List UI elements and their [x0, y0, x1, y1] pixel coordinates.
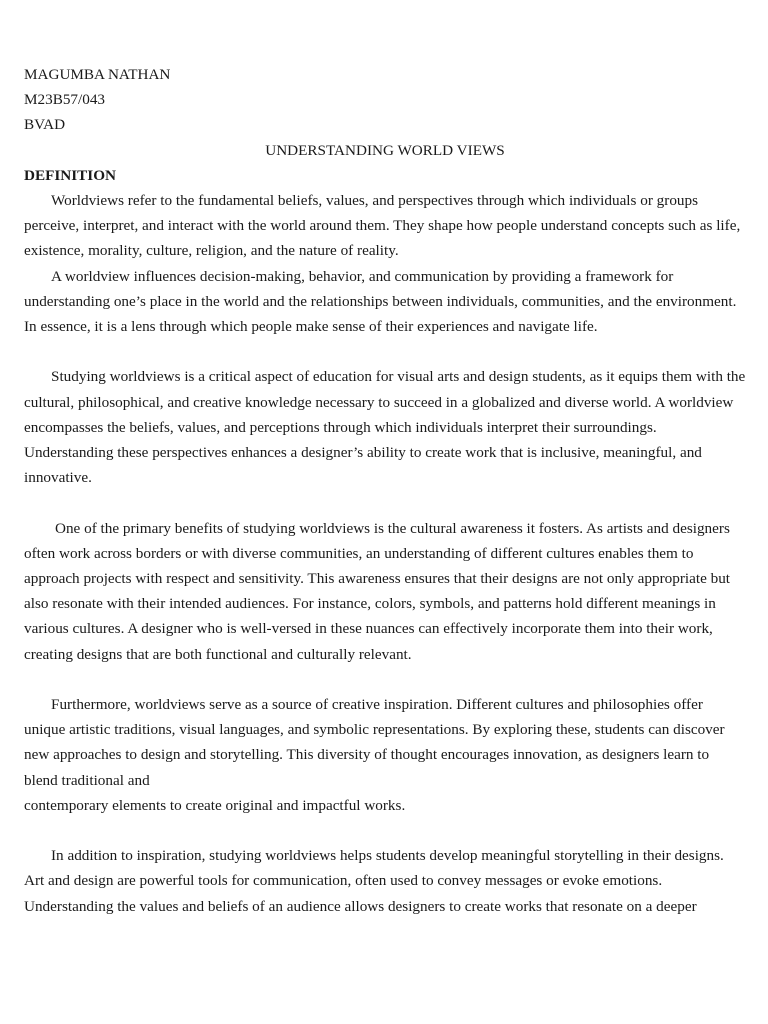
program-code: BVAD [24, 116, 66, 134]
paragraph-creative-inspiration: Furthermore, worldviews serve as a source of creative inspiration. Different cultures and philosophies offer unique artistic traditions, visual languages, and symbolic representations. By exploring these, students can discover new approaches to design and storytelling. This diversity of thought encourages innovation, as designers learn to blend traditional and [24, 696, 725, 789]
paragraph-spacer [24, 818, 746, 843]
document-title: UNDERSTANDING WORLD VIEWS [265, 141, 505, 159]
paragraph-storytelling: In addition to inspiration, studying worldviews helps students develop meaningful storytelling in their designs. Art and design are powerful tools for communication, often used to convey messages or evoke emotions. Understanding the values and beliefs of an audience allows designers to create works that resonate on a deeper [24, 847, 724, 915]
paragraph-studying-worldviews: Studying worldviews is a critical aspect of education for visual arts and design students, as it equips them with the cultural, philosophical, and creative knowledge necessary to succeed in a globalized and diverse world. A worldview encompasses the beliefs, values, and perceptions through which individuals interpret their surroundings. Understanding these perspectives enhances a designer’s ability to create work that is inclusive, meaningful, and innovative. [24, 368, 746, 487]
paragraph-creative-inspiration-continued: contemporary elements to create original and impactful works. [24, 796, 406, 814]
paragraph-spacer [24, 490, 746, 515]
author-name: MAGUMBA NATHAN [24, 66, 171, 83]
paragraph-spacer [24, 667, 746, 692]
section-heading: DEFINITION [24, 166, 116, 184]
paragraph-definition-1: Worldviews refer to the fundamental beliefs, values, and perspectives through which individuals or groups perceive, interpret, and interact with the world around them. They shape how people understand concepts such as life, existence, morality, culture, religion, and the nature of reality. [24, 192, 741, 260]
paragraph-spacer [24, 339, 746, 364]
paragraph-cultural-awareness: One of the primary benefits of studying worldviews is the cultural awareness it fosters. As artists and designers often work across borders or with diverse communities, an understanding of different cultures enables them to approach projects with respect and sensitivity. This awareness ensures that their designs are not only appropriate but also resonate with their intended audiences. For instance, colors, symbols, and patterns hold different meanings in various cultures. A designer who is well-versed in these nuances can effectively incorporate them into their work, creating designs that are both functional and culturally relevant. [24, 519, 731, 663]
document-body [24, 62, 746, 919]
paragraph-definition-2: A worldview influences decision-making, behavior, and communication by providing a framework for understanding one’s place in the world and the relationships between individuals, communities, and the environment. In essence, it is a lens through which people make sense of their experiences and navigate life. [24, 267, 737, 336]
registration-number: M23B57/043 [24, 91, 106, 109]
